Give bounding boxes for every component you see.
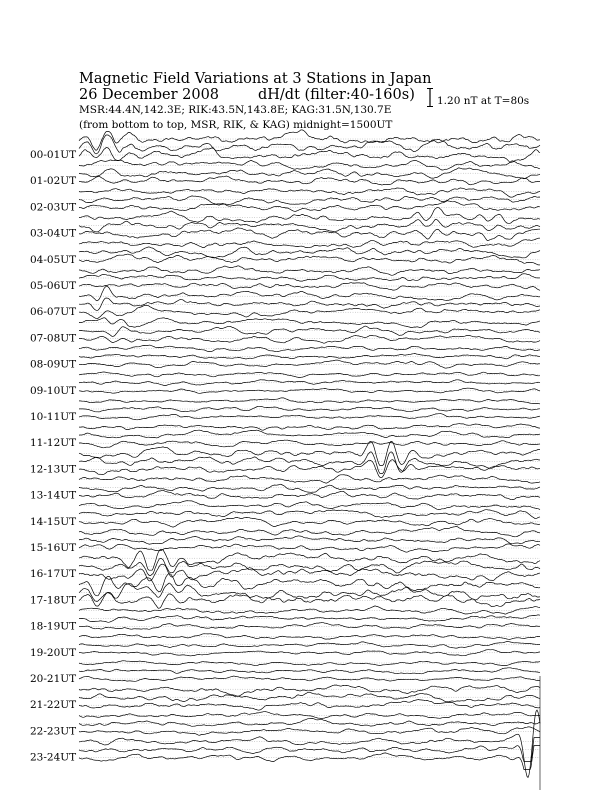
- trace-kag: [79, 372, 540, 378]
- hour-row: [30, 372, 540, 397]
- hour-row: [30, 606, 540, 633]
- hour-row: [30, 549, 540, 581]
- hour-row: [30, 286, 540, 319]
- hour-label: 02-03UT: [30, 201, 77, 214]
- trace-kag: [79, 527, 540, 537]
- hour-label: 13-14UT: [30, 489, 77, 502]
- trace-kag: [79, 710, 540, 777]
- hour-label: 21-22UT: [30, 699, 77, 712]
- trace-msr: [79, 564, 540, 581]
- hour-row: [30, 634, 540, 659]
- trace-msr: [79, 700, 540, 711]
- order-note: (from bottom to top, MSR, RIK, & KAG) midnight=1500UT: [79, 119, 393, 131]
- trace-kag: [79, 318, 540, 328]
- hour-label: 12-13UT: [30, 463, 77, 476]
- trace-kag: [79, 712, 540, 719]
- stations-label: MSR:44.4N,142.3E; RIK:43.5N,143.8E; KAG:31.5N,130.7E: [79, 104, 392, 116]
- trace-kag: [79, 286, 540, 301]
- trace-msr: [79, 176, 540, 185]
- trace-kag: [79, 238, 540, 248]
- trace-msr: [79, 335, 540, 343]
- trace-msr: [79, 283, 540, 291]
- trace-rik: [79, 326, 540, 336]
- hour-row: [30, 318, 540, 345]
- date-label: 26 December 2008: [79, 87, 220, 103]
- hour-row: [30, 527, 540, 555]
- page-title: Magnetic Field Variations at 3 Stations in Japan: [79, 71, 432, 87]
- hour-label: 11-12UT: [30, 437, 77, 450]
- hour-row: [30, 710, 540, 777]
- trace-rik: [79, 719, 540, 727]
- hour-label: 04-05UT: [30, 253, 77, 266]
- hour-row: [30, 238, 540, 266]
- trace-msr: [79, 517, 540, 527]
- trace-msr: [79, 490, 540, 499]
- hour-label: 17-18UT: [30, 594, 77, 607]
- trace-rik: [79, 430, 540, 438]
- trace-rik: [79, 484, 540, 492]
- hour-label: 03-04UT: [30, 227, 77, 240]
- hour-row: [30, 685, 540, 711]
- hour-label: 05-06UT: [30, 280, 77, 292]
- hour-row: [30, 130, 540, 163]
- trace-msr: [79, 676, 540, 681]
- trace-rik: [79, 247, 540, 258]
- hour-label: 06-07UT: [30, 306, 77, 319]
- trace-msr: [79, 360, 540, 368]
- hour-row: [30, 266, 540, 292]
- scale-label: 1.20 nT at T=80s: [437, 95, 530, 107]
- trace-msr: [79, 254, 540, 265]
- trace-kag: [79, 475, 540, 483]
- trace-msr: [79, 727, 540, 736]
- trace-kag: [79, 606, 540, 614]
- hour-row: [30, 345, 540, 371]
- hour-row: [30, 501, 540, 528]
- trace-kag: [79, 424, 540, 431]
- hour-label: 08-09UT: [30, 358, 77, 371]
- hour-row: [30, 188, 540, 214]
- hour-label: 00-01UT: [30, 149, 77, 161]
- trace-kag: [79, 634, 540, 640]
- hour-label: 18-19UT: [30, 620, 77, 633]
- hour-label: 23-24UT: [30, 751, 77, 764]
- trace-kag: [79, 501, 540, 510]
- trace-kag: [79, 130, 540, 151]
- hour-label: 07-08UT: [30, 332, 77, 345]
- hour-row: [30, 661, 540, 685]
- hour-row: [30, 160, 540, 187]
- trace-msr: [79, 460, 540, 478]
- trace-msr: [79, 414, 540, 420]
- hour-label: 09-10UT: [30, 384, 77, 397]
- hour-rows: [30, 130, 540, 790]
- trace-rik: [79, 135, 540, 154]
- hour-label: 01-02UT: [30, 175, 77, 188]
- filter-label: dH/dt (filter:40-160s): [258, 87, 415, 103]
- hour-label: 10-11UT: [30, 411, 77, 423]
- hour-row: [30, 208, 540, 241]
- hour-label: 22-23UT: [30, 725, 77, 738]
- trace-msr: [79, 623, 540, 630]
- hour-label: 15-16UT: [30, 542, 77, 554]
- trace-kag: [79, 685, 540, 696]
- trace-msr: [79, 228, 540, 241]
- hour-row: [30, 475, 540, 502]
- hour-row: [30, 424, 540, 450]
- trace-rik: [79, 354, 540, 359]
- hour-row: [30, 398, 540, 423]
- hour-label: 19-20UT: [30, 646, 77, 659]
- hour-label: 14-15UT: [30, 515, 77, 528]
- trace-rik: [79, 274, 540, 281]
- trace-kag: [79, 188, 540, 197]
- trace-kag: [79, 549, 540, 570]
- trace-msr: [79, 440, 540, 448]
- hour-row: [30, 712, 540, 738]
- trace-rik: [79, 510, 540, 519]
- hour-row: [30, 574, 540, 609]
- hour-label: 20-21UT: [30, 673, 77, 685]
- hour-label: 16-17UT: [30, 568, 77, 581]
- trace-kag: [79, 266, 540, 276]
